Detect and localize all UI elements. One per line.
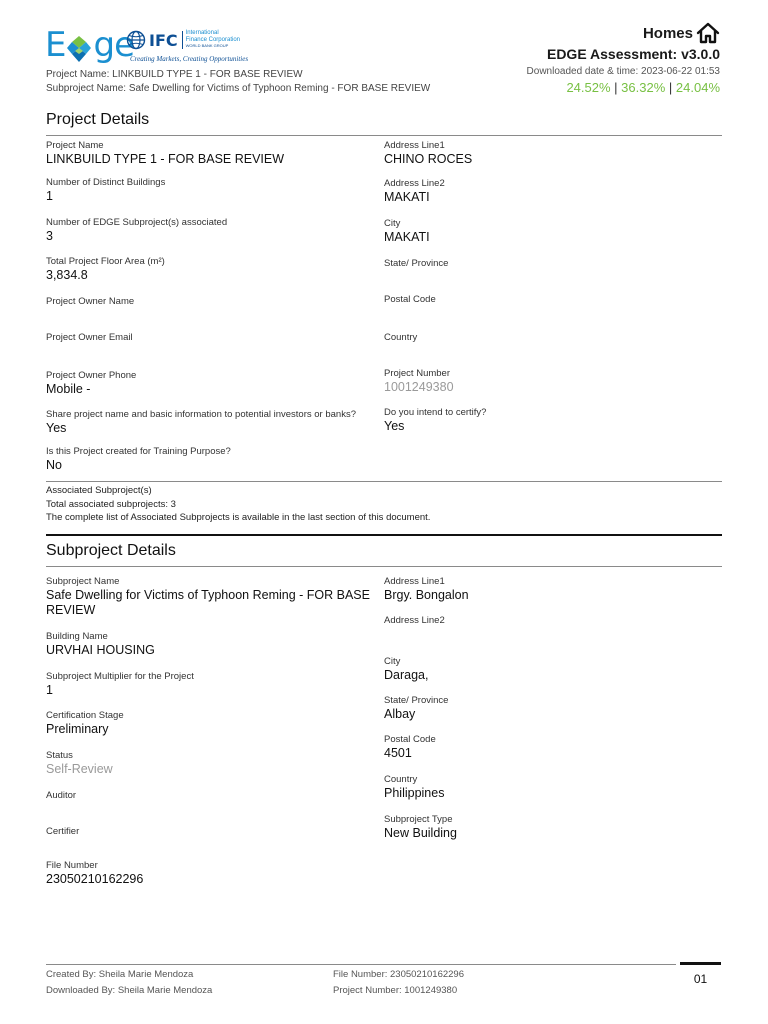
ifc-logo-text: IFC (149, 30, 178, 50)
footer-project-number: Project Number: 1001249380 (333, 985, 458, 996)
ifc-full-name (186, 30, 240, 50)
project-number-field (384, 368, 714, 395)
field-label: Building Name (46, 631, 108, 642)
field-value: LINKBUILD TYPE 1 - FOR BASE REVIEW (46, 152, 285, 166)
field-value: Yes (384, 419, 405, 433)
field-label: Subproject Name (46, 576, 120, 587)
materials-savings-score: 24.04% (675, 80, 720, 95)
homes-label: Homes (642, 24, 693, 42)
intend-to-certify-field (384, 407, 714, 434)
associated-heading: Associated Subproject(s) (46, 485, 152, 496)
savings-scores (566, 80, 720, 95)
edge-logo (45, 22, 134, 64)
field-label: Address Line2 (384, 178, 445, 189)
field-label: Country (384, 332, 418, 343)
associated-divider (46, 481, 722, 482)
sub-address-line2-field (384, 615, 714, 627)
field-label: Address Line2 (384, 615, 445, 626)
country-field (384, 332, 714, 344)
field-label: Certifier (46, 826, 80, 837)
sub-state-province-field (384, 695, 714, 722)
footer-divider (46, 964, 676, 965)
distinct-buildings-field (46, 177, 371, 204)
sub-country-field (384, 774, 714, 801)
field-value: CHINO ROCES (384, 152, 473, 166)
associated-subprojects (46, 484, 430, 525)
field-label: Number of EDGE Subproject(s) associated (46, 217, 228, 228)
field-label: Project Owner Email (46, 332, 133, 343)
field-label: Total Project Floor Area (m²) (46, 256, 165, 267)
field-label: Postal Code (384, 734, 436, 745)
ifc-logo (126, 30, 240, 50)
field-label: City (384, 656, 401, 667)
ifc-tagline: Creating Markets, Creating Opportunities (130, 55, 249, 63)
field-label: State/ Province (384, 695, 449, 706)
field-value: 3 (46, 229, 53, 243)
field-value: Yes (46, 421, 67, 435)
sub-postal-code-field (384, 734, 714, 761)
field-value: URVHAI HOUSING (46, 643, 155, 657)
field-value: Self-Review (46, 762, 113, 776)
associated-total: Total associated subprojects: 3 (46, 498, 176, 510)
page-number-rule (680, 962, 721, 965)
homes-link[interactable] (643, 22, 720, 44)
field-label: Postal Code (384, 294, 436, 305)
field-label: State/ Province (384, 258, 449, 269)
footer-file-number: File Number: 23050210162296 (333, 969, 464, 980)
subproject-details-divider (46, 566, 722, 567)
field-value: 1 (46, 189, 53, 203)
energy-savings-score: 24.52% (566, 80, 611, 95)
owner-name-field (46, 296, 371, 308)
subproject-multiplier-field (46, 671, 371, 698)
footer-created-by: Created By: Sheila Marie Mendoza (46, 969, 194, 980)
score-separator: | (668, 80, 673, 95)
field-value: Daraga, (384, 668, 429, 682)
auditor-field (46, 790, 371, 802)
field-value: Albay (384, 707, 416, 721)
field-value: MAKATI (384, 190, 430, 204)
field-value: Safe Dwelling for Victims of Typhoon Reming - FOR BASE REVIEW (46, 588, 370, 617)
project-name-field (46, 140, 371, 167)
state-province-field (384, 258, 714, 270)
field-value: Brgy. Bongalon (384, 588, 469, 602)
field-label: Address Line1 (384, 140, 445, 151)
ifc-logo-divider (182, 31, 183, 49)
field-value: Preliminary (46, 722, 109, 736)
building-name-field (46, 631, 371, 658)
field-value: Philippines (384, 786, 445, 800)
field-value: 23050210162296 (46, 872, 144, 886)
field-label: Project Owner Name (46, 296, 135, 307)
subproject-type-field (384, 814, 714, 841)
ifc-full-name-2: Finance Corporation (185, 36, 240, 43)
field-label: Certification Stage (46, 710, 124, 721)
certification-stage-field (46, 710, 371, 737)
project-details-title: Project Details (46, 111, 150, 128)
postal-code-field (384, 294, 714, 306)
sub-city-field (384, 656, 714, 683)
field-label: Country (384, 774, 418, 785)
field-label: Project Owner Phone (46, 370, 137, 381)
header-subproject-name: Subproject Name: Safe Dwelling for Victims of Typhoon Reming - FOR BASE REVIEW (46, 83, 431, 94)
city-field (384, 218, 714, 245)
certifier-field (46, 826, 371, 838)
training-purpose-field (46, 446, 371, 473)
page-number: 01 (693, 972, 708, 986)
field-value: No (46, 458, 62, 472)
field-label: Subproject Multiplier for the Project (46, 671, 194, 682)
field-value: 3,834.8 (46, 268, 88, 282)
owner-phone-field (46, 370, 371, 397)
edge-logo-text-left: E (45, 25, 66, 65)
field-label: Is this Project created for Training Purpose? (46, 446, 231, 457)
file-number-field (46, 860, 371, 887)
field-label: Subproject Type (384, 814, 453, 825)
ifc-full-name-1: International (185, 30, 219, 37)
edge-assessment-version: EDGE Assessment: v3.0.0 (546, 46, 720, 62)
field-label: Number of Distinct Buildings (46, 177, 166, 188)
home-icon (696, 22, 720, 44)
header-project-name: Project Name: LINKBUILD TYPE 1 - FOR BASE REVIEW (46, 69, 303, 80)
floor-area-field (46, 256, 371, 283)
subproject-details-top-rule (46, 534, 722, 536)
associated-note: The complete list of Associated Subprojects is available in the last section of this document. (46, 512, 431, 523)
field-label: Do you intend to certify? (384, 407, 487, 418)
subproject-name-field (46, 576, 371, 618)
download-datetime: Downloaded date & time: 2023-06-22 01:53 (526, 66, 720, 77)
address-line2-field (384, 178, 714, 205)
field-label: Project Number (384, 368, 450, 379)
field-value: MAKATI (384, 230, 430, 244)
field-label: File Number (46, 860, 98, 871)
share-info-field (46, 409, 371, 436)
field-label: Status (46, 750, 73, 761)
water-savings-score: 36.32% (621, 80, 666, 95)
sub-address-line1-field (384, 576, 714, 603)
field-value: 1001249380 (384, 380, 454, 394)
subproject-details-title: Subproject Details (46, 542, 176, 559)
owner-email-field (46, 332, 371, 344)
status-field (46, 750, 371, 777)
subprojects-count-field (46, 217, 371, 244)
field-value: 1 (46, 683, 53, 697)
footer-downloaded-by: Downloaded By: Sheila Marie Mendoza (46, 985, 213, 996)
project-details-divider (46, 135, 722, 136)
edge-logo-icon (66, 34, 92, 64)
edge-logo-text-right: ge (93, 25, 134, 65)
field-label: Auditor (46, 790, 77, 801)
field-value: New Building (384, 826, 457, 840)
field-label: Project Name (46, 140, 104, 151)
field-label: Share project name and basic information to potential investors or banks? (46, 409, 356, 420)
field-value: 4501 (384, 746, 412, 760)
field-value: Mobile - (46, 382, 91, 396)
ifc-world-bank-group: WORLD BANK GROUP (185, 43, 229, 49)
field-label: Address Line1 (384, 576, 445, 587)
field-label: City (384, 218, 401, 229)
address-line1-field (384, 140, 714, 167)
ifc-globe-icon (126, 30, 146, 50)
score-separator: | (614, 80, 618, 95)
